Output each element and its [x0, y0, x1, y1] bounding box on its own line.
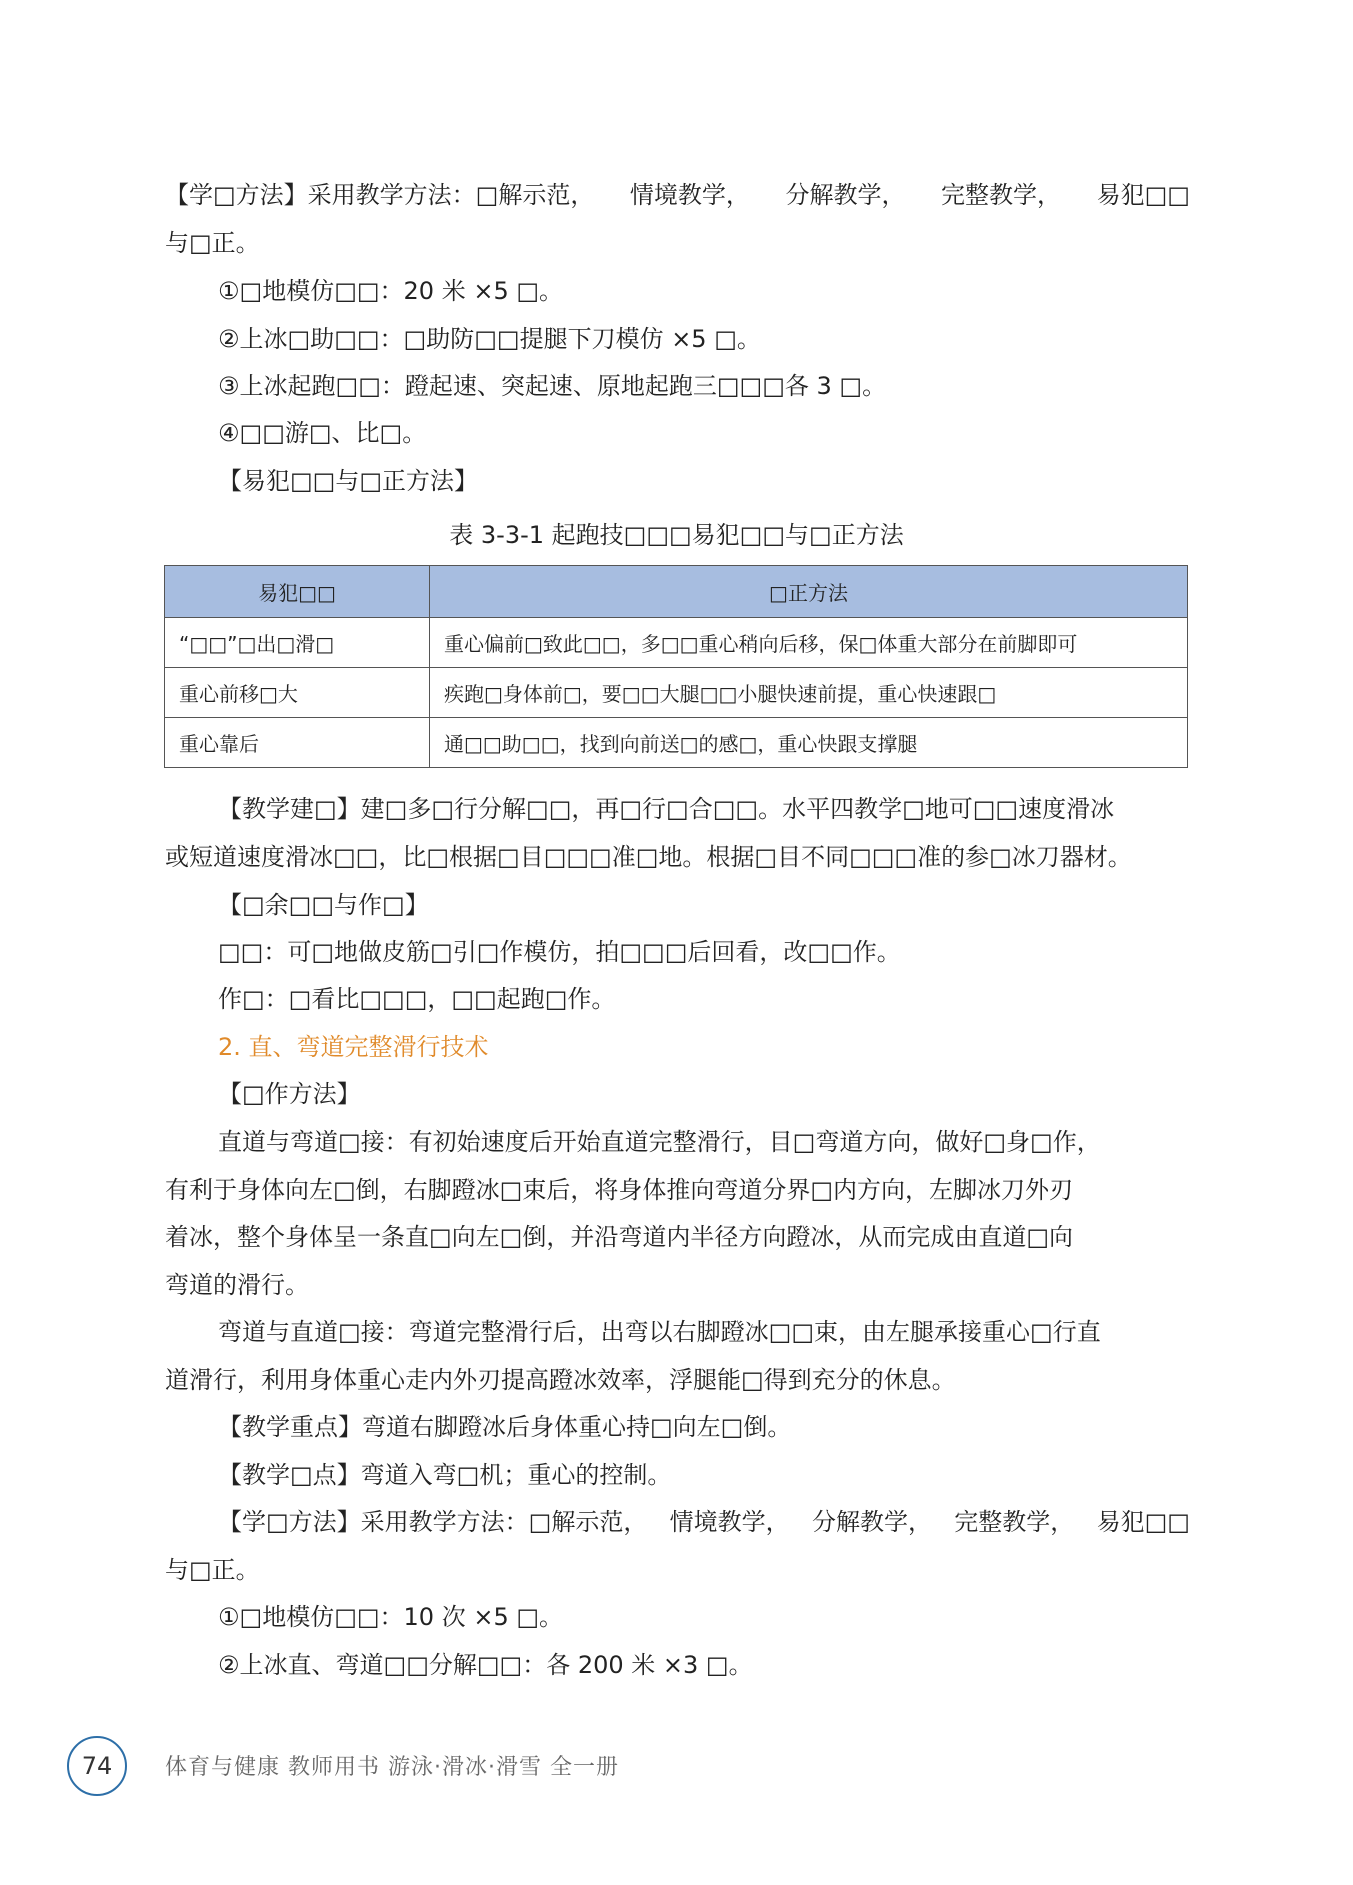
paragraph-line: 作□：□看比□□□，□□起跑□作。 — [218, 985, 616, 1013]
table-cell: “□□”□出□滑□ — [165, 618, 430, 668]
paragraph-line: 弯道的滑行。 — [165, 1271, 309, 1299]
table-header-cell: 易犯□□ — [165, 566, 430, 618]
list-item: ②上冰□助□□：□助防□□提腿下刀模仿 ×5 □。 — [218, 325, 761, 353]
paragraph-line: 弯道与直道□接：弯道完整滑行后，出弯以右脚蹬冰□□束，由左腿承接重心□行直 — [218, 1318, 1101, 1346]
table-cell: 通□□助□□，找到向前送□的感□，重心快跟支撑腿 — [430, 718, 1188, 768]
section-title: 2. 直、弯道完整滑行技术 — [218, 1033, 489, 1061]
text-segment: 完整教学， — [941, 181, 1062, 209]
paragraph-learning-method — [165, 180, 1190, 210]
table-cell: 疾跑□身体前□，要□□大腿□□小腿快速前提，重心快速跟□ — [430, 668, 1188, 718]
list-item: ②上冰直、弯道□□分解□□：各 200 米 ×3 □。 — [218, 1651, 753, 1679]
text-segment: 情境教学， — [669, 1508, 790, 1536]
paragraph-line: 有利于身体向左□倒，右脚蹬冰□束后，将身体推向弯道分界□内方向，左脚冰刀外刃 — [165, 1176, 1074, 1204]
list-item: ①□地模仿□□：20 米 ×5 □。 — [218, 277, 564, 305]
text-segment: 完整教学， — [954, 1508, 1075, 1536]
subheading: 【易犯□□与□正方法】 — [218, 467, 479, 495]
paragraph-line: 道滑行，利用身体重心走内外刃提高蹬冰效率，浮腿能□得到充分的休息。 — [165, 1366, 956, 1394]
table-cell: 重心偏前□致此□□，多□□重心稍向后移，保□体重大部分在前脚即可 — [430, 618, 1188, 668]
footer-book-title: 体育与健康 教师用书 游泳·滑冰·滑雪 全一册 — [165, 1755, 619, 1780]
table-header-row — [165, 566, 1188, 618]
text-segment: 分解教学， — [811, 1508, 932, 1536]
paragraph-line: 或短道速度滑冰□□，比□根据□目□□□准□地。根据□目不同□□□准的参□冰刀器材。 — [165, 843, 1132, 871]
list-item: ①□地模仿□□：10 次 ×5 □。 — [218, 1603, 564, 1631]
subheading: 【□作方法】 — [218, 1080, 361, 1108]
paragraph-line: 【教学□点】弯道入弯□机；重心的控制。 — [218, 1461, 672, 1489]
text-segment: 【学□方法】采用教学方法：□解示范， — [165, 181, 595, 209]
paragraph-line: 【教学重点】弯道右脚蹬冰后身体重心持□向左□倒。 — [218, 1413, 792, 1441]
table-row — [165, 668, 1188, 718]
table-cell: 重心前移□大 — [165, 668, 430, 718]
text-segment: 易犯□□ — [1096, 1508, 1190, 1536]
paragraph-line: □□：可□地做皮筋□引□作模仿，拍□□□后回看，改□□作。 — [218, 938, 901, 966]
list-item: ③上冰起跑□□：蹬起速、突起速、原地起跑三□□□各 3 □。 — [218, 372, 887, 400]
paragraph-line: 直道与弯道□接：有初始速度后开始直道完整滑行，目□弯道方向，做好□身□作， — [218, 1128, 1101, 1156]
text-segment: 情境教学， — [629, 181, 750, 209]
paragraph-line: 与□正。 — [165, 1556, 260, 1584]
text-segment: 【学□方法】采用教学方法：□解示范， — [218, 1508, 648, 1536]
list-item: ④□□游□、比□。 — [218, 419, 427, 447]
paragraph-line: 着冰，整个身体呈一条直□向左□倒，并沿弯道内半径方向蹬冰，从而完成由直道□向 — [165, 1223, 1074, 1251]
subheading: 【□余□□与作□】 — [218, 891, 429, 919]
text-segment: 分解教学， — [785, 181, 906, 209]
table-caption: 表 3-3-1 起跑技□□□易犯□□与□正方法 — [449, 521, 904, 549]
paragraph-line: 与□正。 — [165, 229, 260, 257]
paragraph-learning-method — [218, 1507, 1190, 1537]
page-number: 74 — [67, 1736, 127, 1796]
table-row — [165, 718, 1188, 768]
text-segment: 易犯□□ — [1096, 181, 1190, 209]
table-header-cell: □正方法 — [430, 566, 1188, 618]
paragraph-line: 【教学建□】建□多□行分解□□，再□行□合□□。水平四教学□地可□□速度滑冰 — [218, 795, 1115, 823]
table-row — [165, 618, 1188, 668]
error-correction-table — [164, 565, 1188, 768]
table-cell: 重心靠后 — [165, 718, 430, 768]
